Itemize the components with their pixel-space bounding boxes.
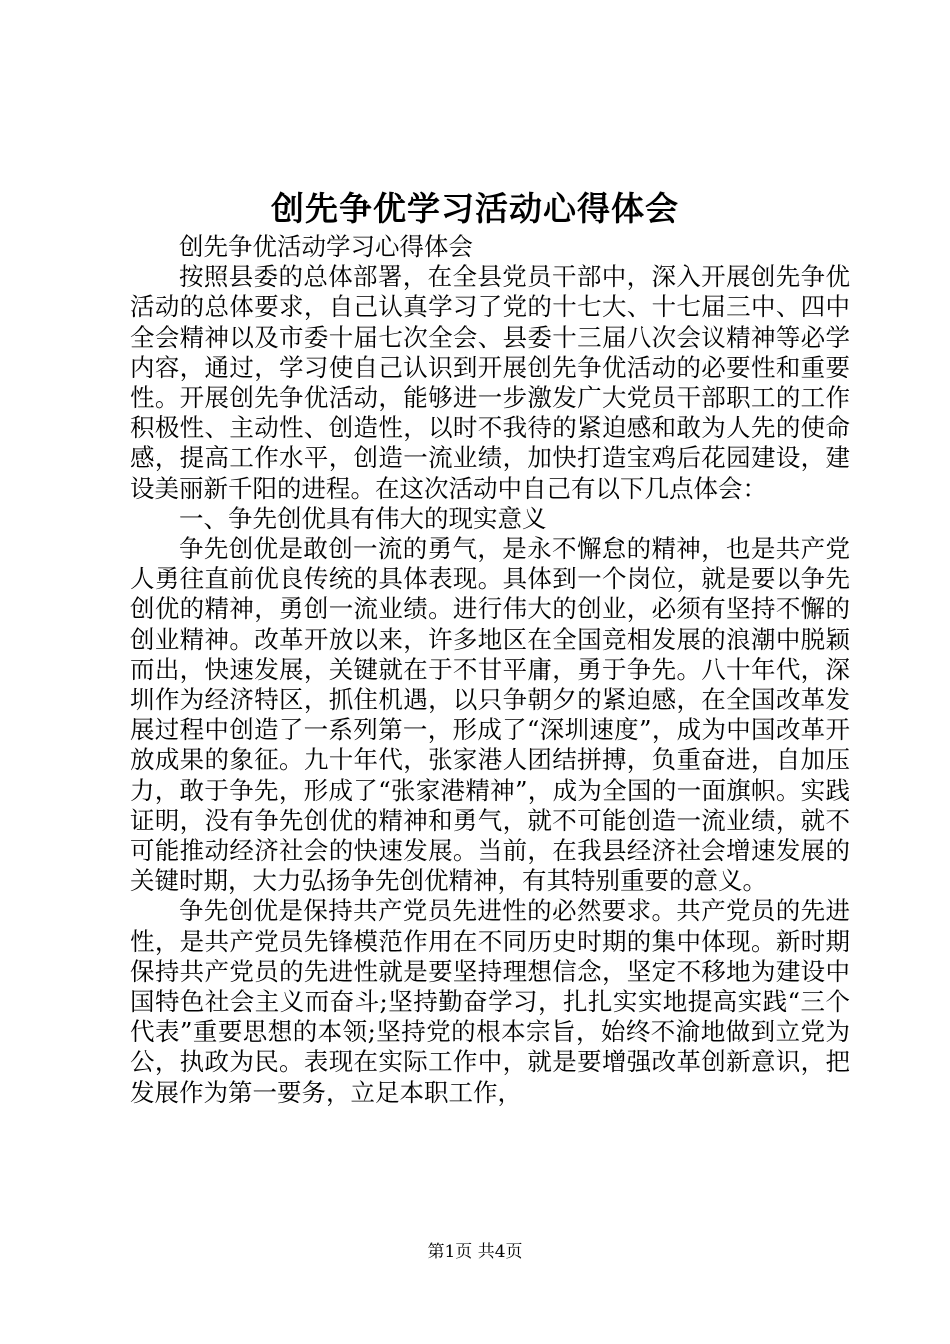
body-paragraph: 争先创优是敢创一流的勇气，是永不懈怠的精神，也是共产党人勇往直前优良传统的具体表现。具体到一个岗位，就是要以争先创优的精神，勇创一流业绩。进行伟大的创业，必须有坚持不懈的创业精神。改革开放以来，许多地区在全国竞相发展的浪潮中脱颖而出，快速发展，关键就在于不甘平庸，勇于争先。八十年代，深圳作为经济特区，抓住机遇，以只争朝夕的紧迫感，在全国改革发展过程中创造了一系列第一，形成了“深圳速度”，成为中国改革开放成果的象征。九十年代，张家港人团结拼搏，负重奋进，自加压力，敢于争先，形成了“张家港精神”，成为全国的一面旗帜。实践证明，没有争先创优的精神和勇气，就不可能创造一流业绩，就不可能推动经济社会的快速发展。当前，在我县经济社会增速发展的关键时期，大力弘扬争先创优精神，有其特别重要的意义。	[130, 534, 850, 896]
subtitle-paragraph: 创先争优活动学习心得体会	[179, 232, 473, 261]
section-heading: 一、争先创优具有伟大的现实意义	[179, 503, 547, 533]
page-number-footer: 第1页 共4页	[427, 1242, 523, 1262]
body-paragraph: 按照县委的总体部署，在全县党员干部中，深入开展创先争优活动的总体要求，自己认真学习了党的十七大、十七届三中、四中全会精神以及市委十届七次全会、县委十三届八次会议精神等必学内容，通过，学习使自己认识到开展创先争优活动的必要性和重要性。开展创先争优活动，能够进一步激发广大党员干部职工的工作积极性、主动性、创造性，以时不我待的紧迫感和敢为人先的使命感，提高工作水平，创造一流业绩，加快打造宝鸡后花园建设，建设美丽新千阳的进程。在这次活动中自己有以下几点体会：	[130, 262, 850, 503]
document-body	[130, 232, 850, 1108]
body-paragraph: 争先创优是保持共产党员先进性的必然要求。共产党员的先进性，是共产党员先锋模范作用在不同历史时期的集中体现。新时期保持共产党员的先进性就是要坚持理想信念，坚定不移地为建设中国特色社会主义而奋斗;坚持勤奋学习，扎扎实实地提高实践“三个代表”重要思想的本领;坚持党的根本宗旨，始终不渝地做到立党为公，执政为民。表现在实际工作中，就是要增强改革创新意识，把发展作为第一要务，立足本职工作，	[130, 896, 850, 1107]
document-title: 创先争优学习活动心得体会	[271, 189, 679, 228]
